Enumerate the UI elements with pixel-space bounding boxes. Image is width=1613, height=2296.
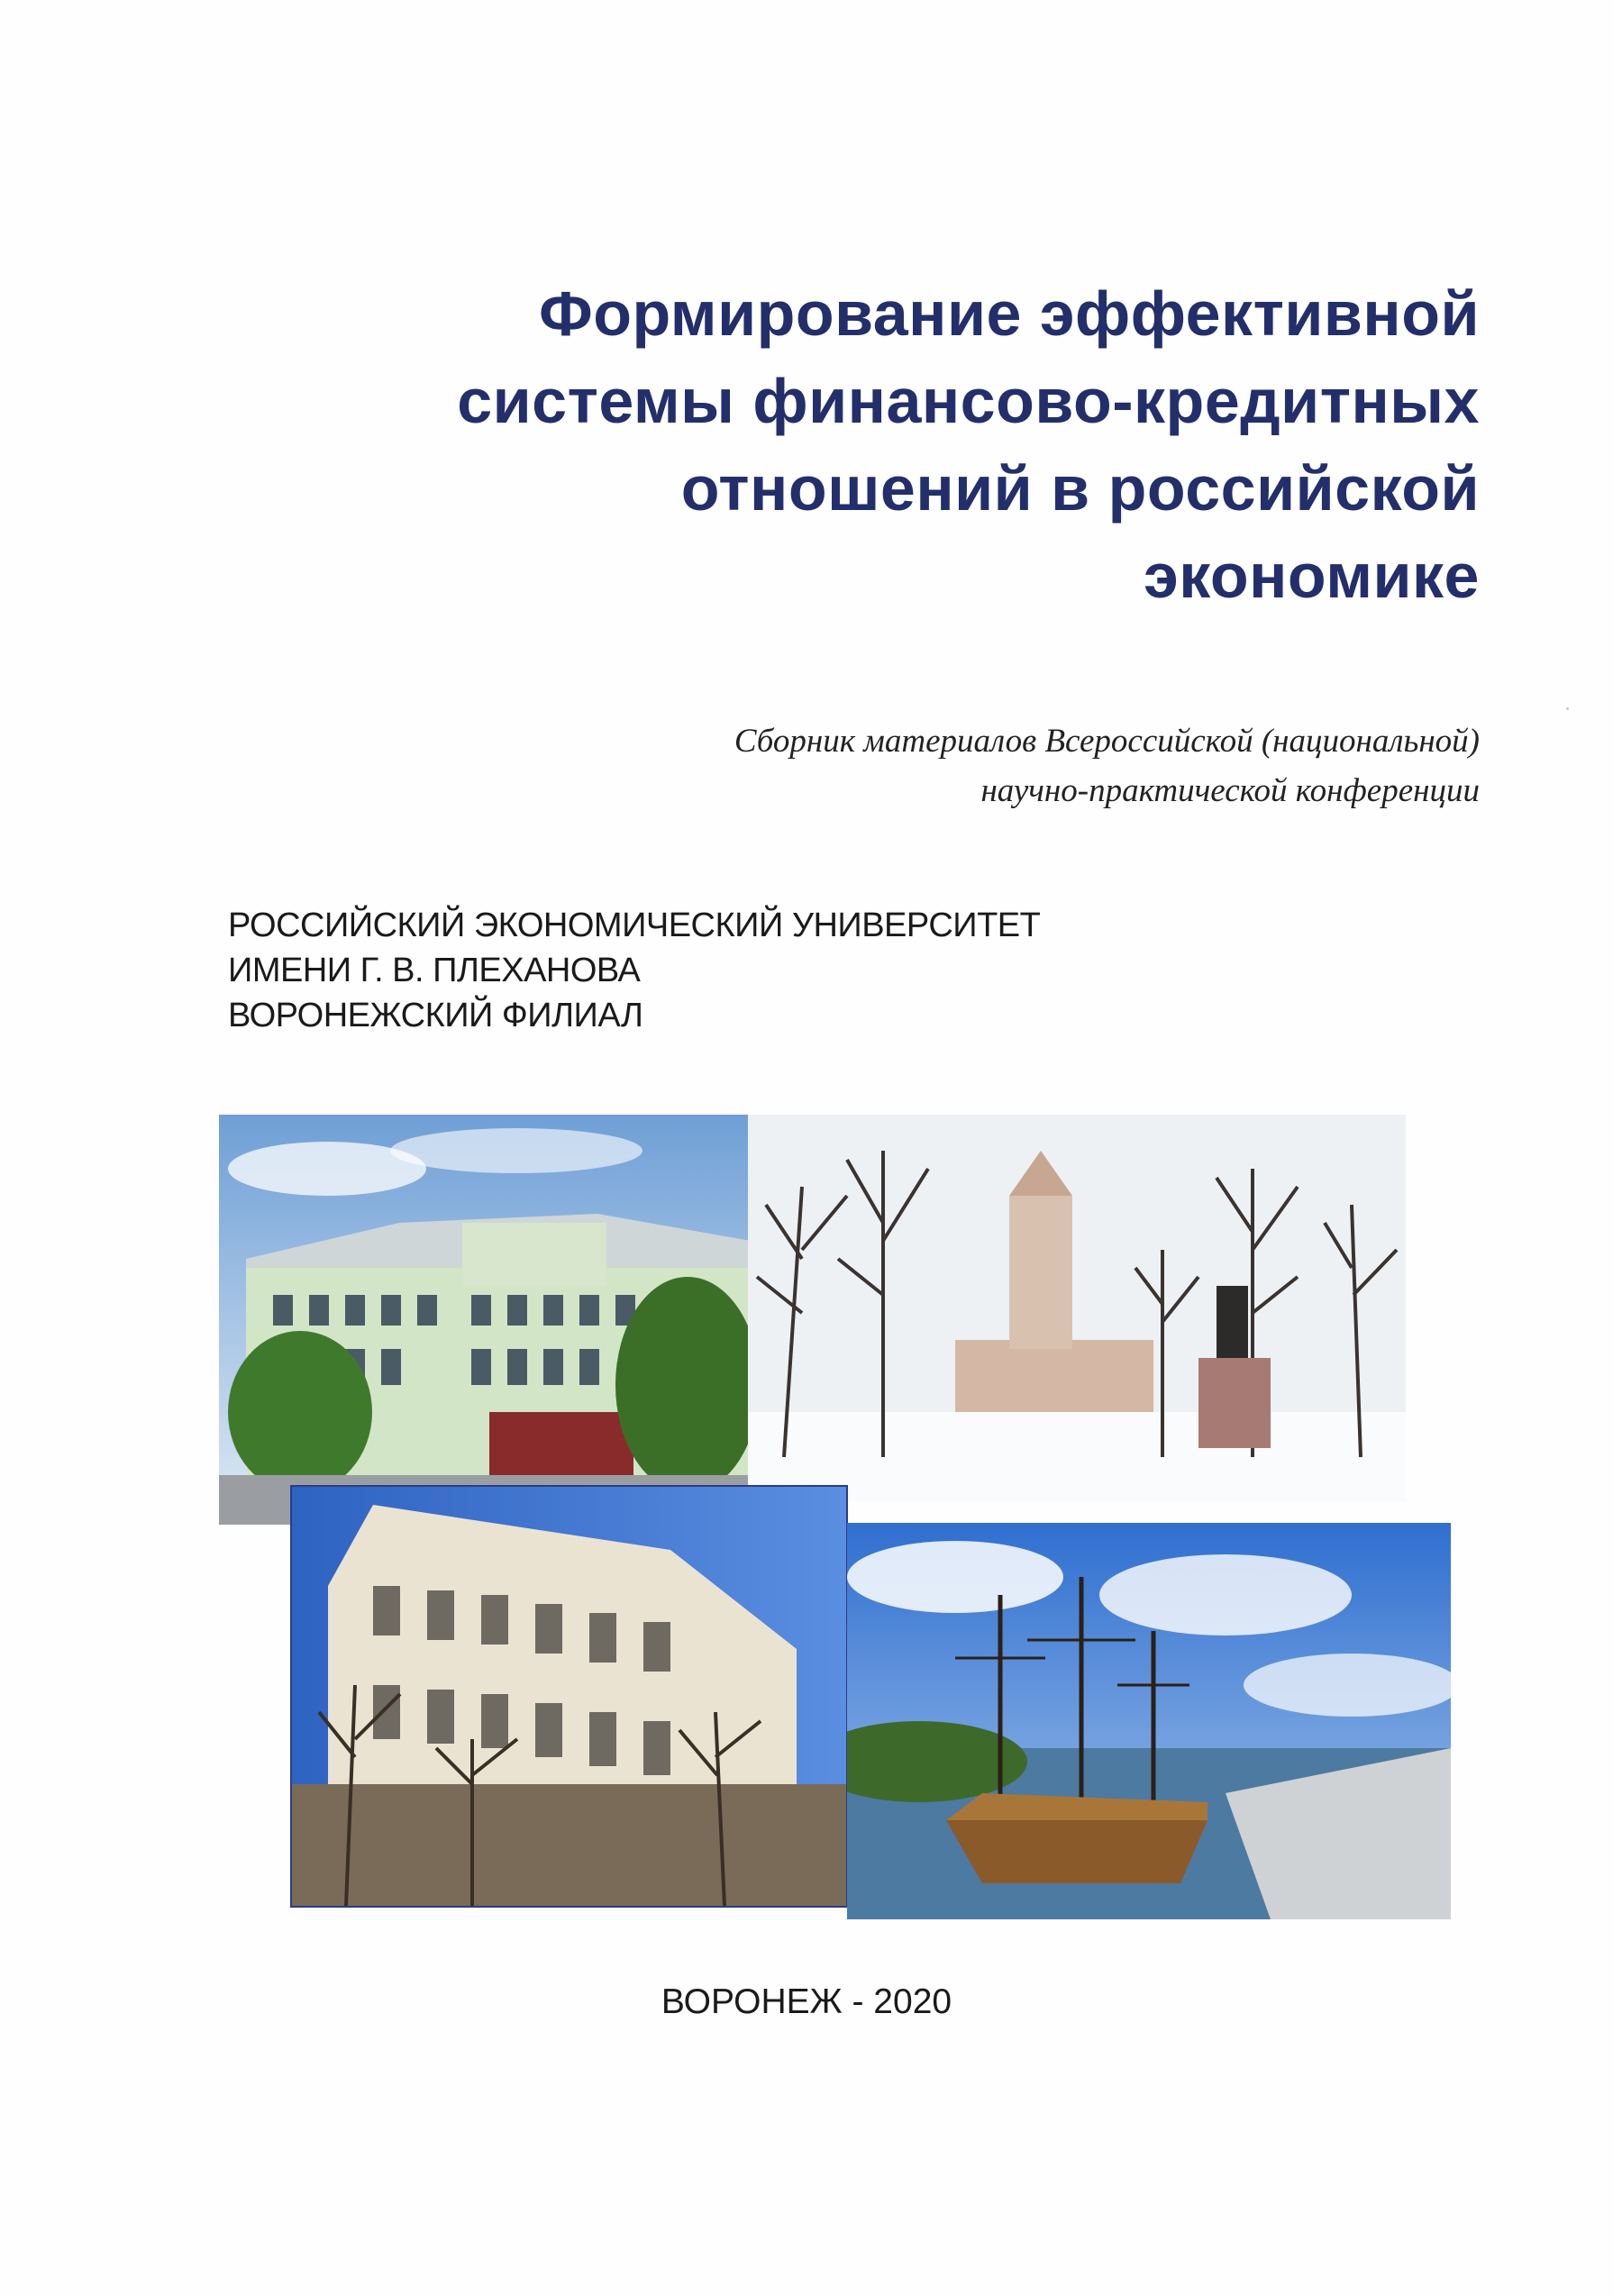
organization-name <box>228 903 1219 1038</box>
book-title <box>218 270 1480 620</box>
photo-historic-building <box>292 1487 846 1906</box>
scan-speck <box>1566 707 1569 710</box>
book-subtitle <box>398 716 1480 815</box>
photo-sailing-ship-river <box>847 1523 1451 1919</box>
title-line: Формирование эффективной <box>538 278 1480 349</box>
title-line: системы финансово-кредитных <box>457 366 1480 436</box>
subtitle-line: Сборник материалов Всероссийской (национальной) <box>734 723 1480 760</box>
organization-line: РОССИЙСКИЙ ЭКОНОМИЧЕСКИЙ УНИВЕРСИТЕТ <box>228 907 1041 944</box>
title-line: отношений в российской <box>680 453 1480 524</box>
organization-line: ВОРОНЕЖСКИЙ ФИЛИАЛ <box>228 997 643 1034</box>
organization-line: ИМЕНИ Г. В. ПЛЕХАНОВА <box>228 952 641 989</box>
title-line: экономике <box>1144 541 1480 611</box>
photo-winter-park-monument <box>748 1115 1406 1502</box>
city-year: ВОРОНЕЖ - 2020 <box>661 1982 952 2021</box>
photo-university-building <box>219 1115 751 1525</box>
subtitle-line: научно-практической конференции <box>980 772 1480 809</box>
